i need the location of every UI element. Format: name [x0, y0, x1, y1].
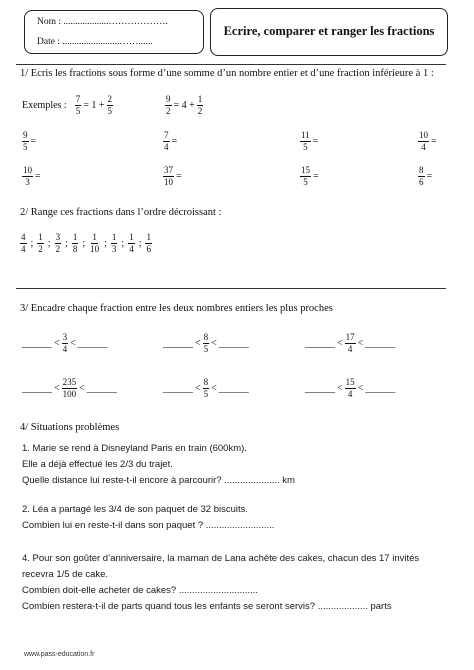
example-equation: = 1 + — [83, 100, 105, 111]
denominator: 3 — [111, 244, 117, 254]
fraction: $\frac{7}{5}$ — [75, 94, 81, 116]
numerator: 11 — [301, 130, 310, 140]
fractions-to-order — [20, 233, 152, 254]
answer-blank: ______ — [218, 338, 249, 349]
numerator: 4 — [21, 232, 26, 242]
problem1-line3: Quelle distance lui reste-t-il encore à parcourir? ..................... km — [22, 475, 295, 486]
numerator: 8 — [419, 165, 424, 175]
less-than-sign: < — [195, 383, 201, 394]
less-than-sign: < — [54, 383, 60, 394]
denominator: 100 — [62, 389, 77, 399]
fraction: $\frac{9}{2}$ — [166, 94, 171, 116]
fraction — [418, 131, 429, 152]
numerator: 7 — [164, 130, 169, 140]
problem3-line2: recevra 1/5 de cake. — [22, 569, 109, 580]
less-than-sign: < — [54, 338, 60, 349]
answer-blank: ______ — [305, 383, 335, 394]
less-than-sign: < — [337, 383, 343, 394]
equals-sign: = — [30, 136, 37, 147]
numerator: 1 — [72, 232, 78, 242]
problem3-line3: Combien doit-elle acheter de cakes? .............................. — [22, 585, 259, 596]
answer-line — [16, 288, 446, 289]
denominator: 5 — [203, 389, 209, 399]
fraction — [89, 233, 100, 254]
fraction — [55, 233, 62, 254]
separator: ; — [82, 238, 86, 249]
fraction — [203, 333, 210, 354]
problem1-line1: 1. Marie se rend à Disneyland Paris en train (600km). — [22, 443, 247, 454]
denominator: 10 — [90, 244, 100, 254]
denominator: 10 — [164, 177, 173, 187]
fraction — [300, 166, 311, 187]
numerator: 8 — [203, 332, 209, 342]
problem2-line2: Combien lui en reste-t-il dans son paquet ? .......................... — [22, 520, 275, 531]
separator: ; — [65, 238, 68, 249]
bracket-item — [163, 333, 249, 354]
fraction — [22, 131, 29, 152]
separator: ; — [104, 238, 107, 249]
denominator: 2 — [55, 244, 61, 254]
answer-blank: ______ — [86, 383, 117, 394]
problem3-line4: Combien restera-t-il de parts quand tous les enfants se seront servis? ................... parts — [22, 601, 392, 612]
separator: ; — [121, 238, 125, 249]
fraction — [62, 378, 78, 399]
example-row — [22, 95, 113, 116]
answer-blank: ______ — [365, 383, 396, 394]
fraction — [37, 233, 44, 254]
section1-title: 1/ Ecris les fractions sous forme d’une somme d’un nombre entier et d’une fraction inférieure à 1 : — [20, 68, 434, 79]
answer-blank: ______ — [163, 383, 193, 394]
numerator: 1 — [92, 232, 97, 242]
decompose-item — [163, 131, 177, 152]
numerator: 37 — [164, 165, 173, 175]
answer-blank: ______ — [77, 338, 108, 349]
numerator: 1 — [111, 232, 117, 242]
separator: ; — [138, 238, 142, 249]
numerator: 10 — [419, 130, 428, 140]
answer-blank: ______ — [218, 383, 249, 394]
denominator: 2 — [38, 244, 43, 254]
decompose-item — [418, 131, 437, 152]
less-than-sign: < — [357, 338, 364, 349]
decompose-item — [300, 166, 319, 187]
title-box — [210, 8, 448, 56]
denominator: 4 — [347, 389, 353, 399]
separator: ; — [47, 238, 51, 249]
less-than-sign: < — [195, 338, 201, 349]
equals-sign: = — [431, 136, 437, 147]
fraction — [22, 166, 33, 187]
fraction — [111, 233, 118, 254]
denominator: 4 — [62, 344, 68, 354]
fraction — [163, 166, 174, 187]
bracket-item — [305, 378, 395, 399]
examples-label: Exemples : — [22, 100, 67, 111]
numerator: 3 — [55, 232, 61, 242]
answer-blank: ______ — [22, 383, 52, 394]
less-than-sign: < — [70, 338, 76, 349]
denominator: 4 — [347, 344, 353, 354]
denominator: 5 — [23, 142, 28, 152]
fraction — [20, 233, 27, 254]
numerator: 1 — [38, 232, 43, 242]
equals-sign: = — [426, 171, 433, 182]
name-label: Nom : ...................………………. — [37, 17, 168, 27]
denominator: 5 — [303, 142, 308, 152]
less-than-sign: < — [357, 383, 364, 394]
denominator: 6 — [419, 177, 424, 187]
numerator: 10 — [23, 165, 32, 175]
equals-sign: = — [171, 136, 178, 147]
equals-sign: = — [312, 136, 319, 147]
denominator: 6 — [146, 244, 151, 254]
decompose-item — [22, 131, 36, 152]
section4-title: 4/ Situations problèmes — [20, 422, 120, 433]
fraction — [72, 233, 79, 254]
numerator: 15 — [345, 377, 355, 387]
denominator: 5 — [303, 177, 308, 187]
problem3-line1: 4. Pour son goûter d’anniversaire, la maman de Lana achète des cakes, chacun des 17 invités — [22, 553, 420, 564]
numerator: 1 — [146, 232, 151, 242]
answer-blank: ______ — [22, 338, 52, 349]
fraction — [300, 131, 311, 152]
equals-sign: = — [176, 171, 182, 182]
divider — [16, 64, 446, 65]
numerator: 17 — [345, 332, 355, 342]
name-date-box — [24, 10, 204, 54]
denominator: 8 — [72, 244, 78, 254]
date-label: Date : ........................……...... — [37, 37, 153, 47]
numerator: 15 — [301, 165, 310, 175]
problem2-line1: 2. Léa a partagé les 3/4 de son paquet de 32 biscuits. — [22, 504, 249, 515]
answer-blank: ______ — [305, 338, 335, 349]
fraction: $\frac{1}{2}$ — [197, 94, 203, 116]
bracket-item — [305, 333, 395, 354]
fraction — [203, 378, 210, 399]
decompose-item — [418, 166, 432, 187]
bracket-item — [163, 378, 249, 399]
decompose-item — [163, 166, 182, 187]
example-equation: = 4 + — [173, 100, 195, 111]
less-than-sign: < — [79, 383, 85, 394]
denominator: 5 — [203, 344, 209, 354]
example-row — [165, 95, 203, 116]
section2-title: 2/ Range ces fractions dans l’ordre décroissant : — [20, 207, 222, 218]
fraction: $\frac{2}{5}$ — [107, 94, 112, 116]
numerator: 3 — [62, 332, 68, 342]
section3-title: 3/ Encadre chaque fraction entre les deux nombres entiers les plus proches — [20, 303, 333, 314]
page-title: Ecrire, comparer et ranger les fractions — [223, 24, 435, 38]
denominator: 4 — [21, 244, 26, 254]
denominator: 4 — [164, 142, 169, 152]
fraction — [145, 233, 152, 254]
fraction — [345, 333, 356, 354]
decompose-item — [300, 131, 318, 152]
numerator: 1 — [129, 232, 134, 242]
numerator: 8 — [203, 377, 209, 387]
fraction — [62, 333, 69, 354]
denominator: 4 — [421, 142, 426, 152]
footer-url: www.pass-education.fr — [24, 651, 95, 658]
numerator: 235 — [62, 377, 77, 387]
numerator: 9 — [23, 130, 28, 140]
decompose-item — [22, 166, 41, 187]
denominator: 4 — [129, 244, 134, 254]
denominator: 3 — [25, 177, 30, 187]
answer-blank: ______ — [163, 338, 193, 349]
fraction — [128, 233, 135, 254]
bracket-item — [22, 378, 117, 399]
equals-sign: = — [35, 171, 41, 182]
fraction — [345, 378, 356, 399]
fraction — [163, 131, 170, 152]
less-than-sign: < — [337, 338, 343, 349]
answer-blank: ______ — [365, 338, 396, 349]
less-than-sign: < — [211, 338, 217, 349]
less-than-sign: < — [211, 383, 217, 394]
problem1-line2: Elle a déjà effectué les 2/3 du trajet. — [22, 459, 173, 470]
equals-sign: = — [313, 171, 319, 182]
fraction — [418, 166, 425, 187]
bracket-item — [22, 333, 108, 354]
separator: ; — [30, 238, 34, 249]
